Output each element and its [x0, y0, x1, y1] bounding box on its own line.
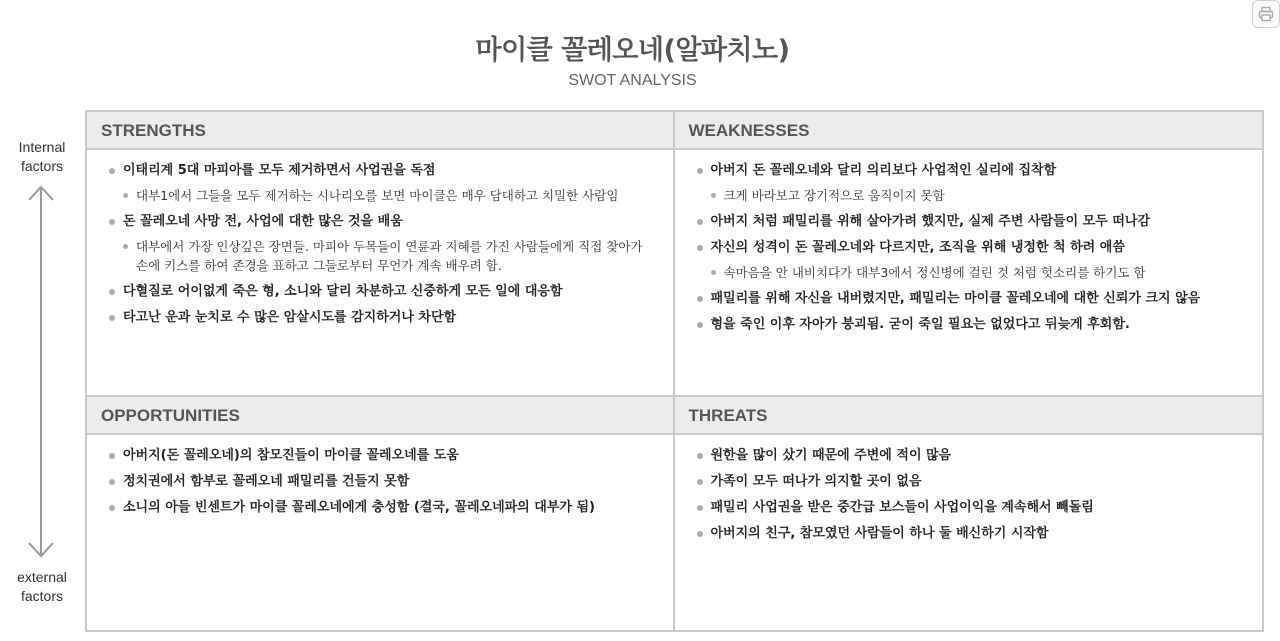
sub-list — [711, 263, 1249, 282]
threats-quadrant — [675, 397, 1263, 630]
sub-list — [123, 186, 659, 205]
sub-list-item: 대부1에서 그들을 모두 제거하는 시나리오를 보면 마이클은 매우 담대하고 치밀한 사람임 — [123, 186, 659, 205]
list-item — [109, 283, 659, 301]
list-item-text: 가족이 모두 떠나가 의지할 곳이 없음 — [710, 474, 922, 489]
factor-axis — [0, 130, 84, 630]
list-item — [109, 447, 659, 465]
list-item-text: 아버지의 친구, 참모였던 사람들이 하나 둘 배신하기 시작함 — [710, 526, 1049, 541]
page-title: 마이클 꼴레오네(알파치노) — [475, 35, 790, 66]
opportunities-quadrant — [87, 397, 675, 630]
list-item-text: 아버지 처럼 패밀리를 위해 살아가려 했지만, 실제 주변 사람들이 모두 떠나감 — [710, 214, 1150, 229]
opportunities-list — [87, 435, 673, 517]
list-item-text: 다혈질로 어이없게 죽은 형, 소니와 달리 차분하고 신중하게 모든 일에 대응함 — [123, 284, 563, 299]
printer-icon — [1258, 6, 1274, 22]
list-item-text: 이태리계 5대 마피아를 모두 제거하면서 사업권을 독점 — [123, 163, 436, 178]
sub-list — [711, 186, 1249, 205]
list-item-text: 소니의 아들 빈센트가 마이클 꼴레오네에게 충성함 (결국, 꼴레오네파의 대부가 됨) — [123, 500, 595, 515]
list-item — [109, 309, 659, 327]
list-item — [697, 213, 1249, 231]
list-item-text: 정치권에서 함부로 꼴레오네 패밀리를 건들지 못함 — [123, 474, 410, 489]
strengths-quadrant — [87, 112, 675, 397]
list-item-text: 패밀리를 위해 자신을 내버렸지만, 패밀리는 마이클 꼴레오네에 대한 신뢰가 크지 않음 — [710, 291, 1201, 306]
list-item-text: 형을 죽인 이후 자아가 붕괴됨. 굳이 죽일 필요는 없었다고 뒤늦게 후회함. — [710, 317, 1130, 332]
swot-grid — [85, 110, 1264, 632]
threats-header: THREATS — [675, 397, 1263, 435]
list-item-text: 아버지(돈 꼴레오네)의 참모진들이 마이클 꼴레오네를 도움 — [123, 448, 459, 463]
list-item — [697, 316, 1249, 334]
list-item-text: 아버지 돈 꼴레오네와 달리 의리보다 사업적인 실리에 집착함 — [710, 163, 1057, 178]
opportunities-header: OPPORTUNITIES — [87, 397, 673, 435]
list-item — [109, 499, 659, 517]
list-item — [697, 447, 1249, 465]
list-item — [697, 162, 1249, 205]
list-item-text: 타고난 운과 눈치로 수 많은 암살시도를 감지하거나 차단함 — [123, 310, 457, 325]
list-item — [697, 499, 1249, 517]
list-item — [109, 473, 659, 491]
external-factors-label: external factors — [17, 569, 67, 604]
sub-list-item: 대부에서 가장 인상깊은 장면들. 마피아 두목들이 연륜과 지혜를 가진 사람들에게 직접 찾아가 손에 키스를 하여 존경을 표하고 그들로부터 무언가 계속 배우려 함. — [123, 237, 659, 275]
threats-list — [675, 435, 1263, 543]
list-item — [697, 239, 1249, 282]
strengths-header: STRENGTHS — [87, 112, 673, 150]
weaknesses-header: WEAKNESSES — [675, 112, 1263, 150]
list-item — [697, 473, 1249, 491]
sub-list — [123, 237, 659, 275]
list-item-text: 원한을 많이 샀기 때문에 주변에 적이 많음 — [710, 448, 952, 463]
list-item-text: 돈 꼴레오네 사망 전, 사업에 대한 많은 것을 배움 — [123, 214, 403, 229]
page-subtitle: SWOT ANALYSIS — [568, 72, 697, 89]
internal-factors-label: Internal factors — [18, 139, 66, 174]
strengths-list — [87, 150, 673, 327]
list-item — [697, 525, 1249, 543]
weaknesses-list — [675, 150, 1263, 334]
list-item — [109, 213, 659, 275]
weaknesses-quadrant — [675, 112, 1263, 397]
double-arrow-vertical-icon — [26, 184, 56, 559]
sub-list-item: 크게 바라보고 장기적으로 움직이지 못함 — [711, 186, 1249, 205]
list-item — [697, 290, 1249, 308]
list-item-text: 패밀리 사업권을 받은 중간급 보스들이 사업이익을 계속해서 빼돌림 — [710, 500, 1094, 515]
print-button[interactable] — [1252, 0, 1280, 28]
list-item-text: 자신의 성격이 돈 꼴레오네와 다르지만, 조직을 위해 냉정한 척 하려 애씀 — [710, 240, 1125, 255]
list-item — [109, 162, 659, 205]
sub-list-item: 속마음을 안 내비치다가 대부3에서 정신병에 걸린 것 처럼 헛소리를 하기도 함 — [711, 263, 1249, 282]
